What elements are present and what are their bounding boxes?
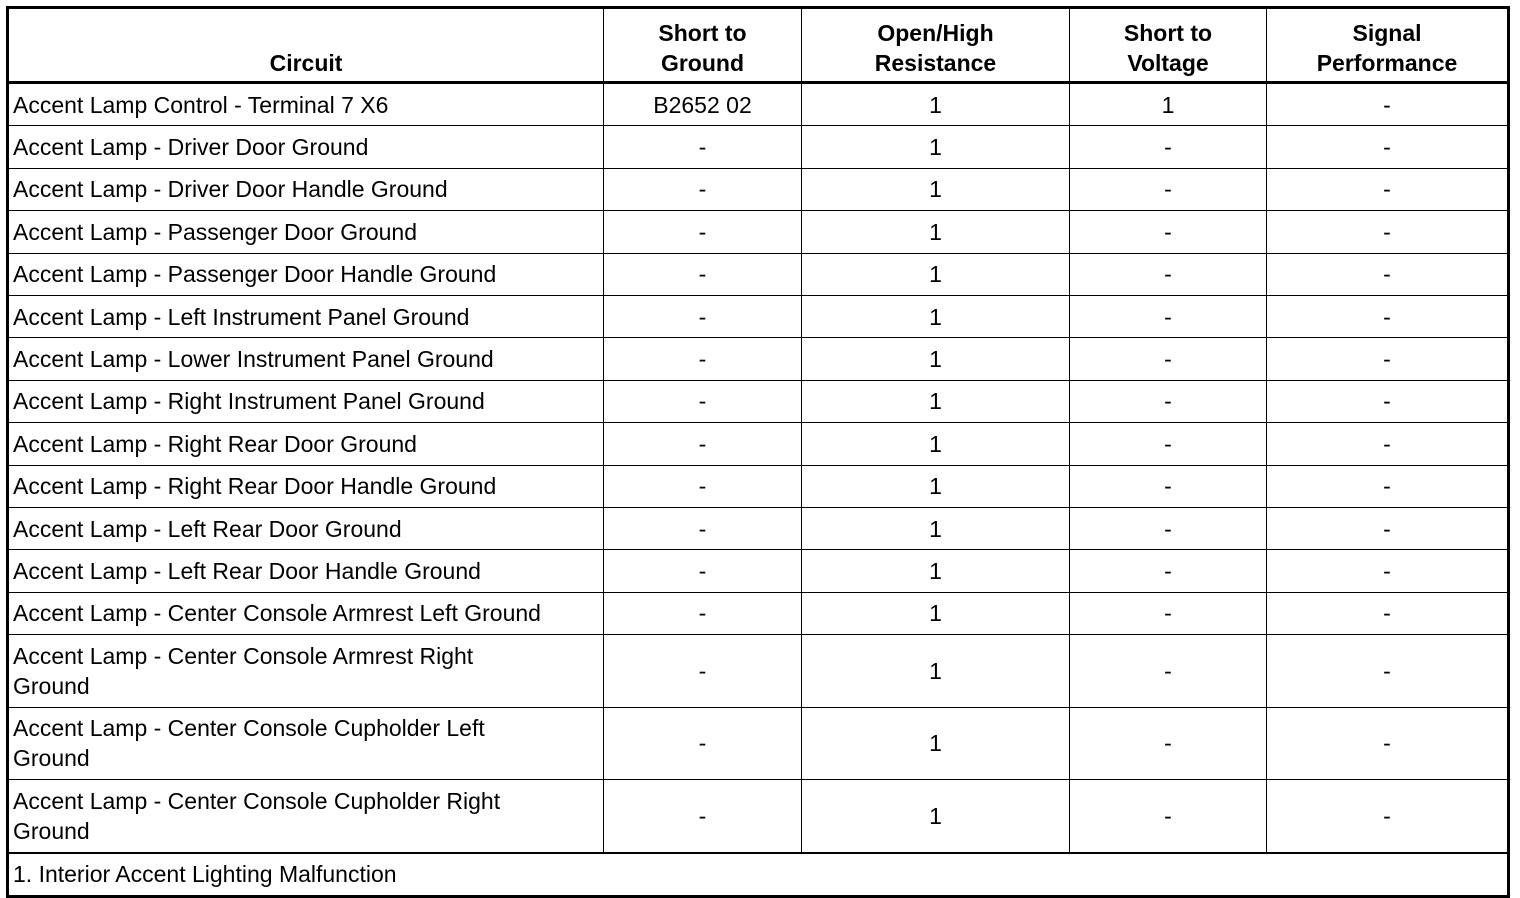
short-to-voltage-cell: - xyxy=(1070,380,1267,422)
header-circuit: Circuit xyxy=(8,8,604,83)
open-high-resistance-cell: 1 xyxy=(802,126,1070,168)
open-high-resistance-cell: 1 xyxy=(802,465,1070,507)
circuit-cell: Accent Lamp - Passenger Door Ground xyxy=(8,211,604,253)
open-high-resistance-cell: 1 xyxy=(802,423,1070,465)
signal-performance-cell: - xyxy=(1267,295,1509,337)
short-to-ground-cell: - xyxy=(604,126,802,168)
header-signal-performance-line1: Signal xyxy=(1352,20,1422,46)
table-row xyxy=(8,707,1509,780)
short-to-voltage-cell: - xyxy=(1070,507,1267,549)
signal-performance-cell: - xyxy=(1267,253,1509,295)
signal-performance-cell: - xyxy=(1267,592,1509,634)
short-to-voltage-cell: - xyxy=(1070,465,1267,507)
table-row xyxy=(8,338,1509,380)
open-high-resistance-cell: 1 xyxy=(802,380,1070,422)
signal-performance-cell: - xyxy=(1267,168,1509,210)
signal-performance-cell: - xyxy=(1267,465,1509,507)
circuit-cell: Accent Lamp - Right Rear Door Ground xyxy=(8,423,604,465)
circuit-cell-line1: Accent Lamp - Center Console Cupholder Left xyxy=(13,715,485,742)
short-to-voltage-cell: - xyxy=(1070,423,1267,465)
circuit-cell xyxy=(8,780,604,853)
circuit-cell-line2: Ground xyxy=(13,672,90,699)
short-to-voltage-cell: - xyxy=(1070,253,1267,295)
signal-performance-cell: - xyxy=(1267,707,1509,780)
open-high-resistance-cell: 1 xyxy=(802,168,1070,210)
open-high-resistance-cell: 1 xyxy=(802,83,1070,126)
circuit-cell-line2: Ground xyxy=(13,745,90,772)
short-to-ground-cell: - xyxy=(604,550,802,592)
short-to-ground-cell: - xyxy=(604,168,802,210)
short-to-ground-cell: - xyxy=(604,507,802,549)
signal-performance-cell: - xyxy=(1267,423,1509,465)
open-high-resistance-cell: 1 xyxy=(802,338,1070,380)
table-row xyxy=(8,83,1509,126)
open-high-resistance-cell: 1 xyxy=(802,295,1070,337)
circuit-cell xyxy=(8,635,604,708)
short-to-ground-cell: - xyxy=(604,338,802,380)
short-to-voltage-cell: - xyxy=(1070,295,1267,337)
open-high-resistance-cell: 1 xyxy=(802,635,1070,708)
circuit-cell-line1: Accent Lamp - Center Console Armrest Right xyxy=(13,642,474,669)
circuit-cell: Accent Lamp - Driver Door Handle Ground xyxy=(8,168,604,210)
circuit-cell: Accent Lamp - Left Instrument Panel Ground xyxy=(8,295,604,337)
circuit-cell: Accent Lamp - Left Rear Door Handle Ground xyxy=(8,550,604,592)
signal-performance-cell: - xyxy=(1267,507,1509,549)
footnote: 1. Interior Accent Lighting Malfunction xyxy=(8,853,1509,897)
open-high-resistance-cell: 1 xyxy=(802,592,1070,634)
table-row xyxy=(8,295,1509,337)
table-row xyxy=(8,168,1509,210)
circuit-cell: Accent Lamp - Center Console Armrest Left Ground xyxy=(8,592,604,634)
table-row xyxy=(8,780,1509,853)
header-open-high-resistance-line2: Resistance xyxy=(874,50,997,76)
open-high-resistance-cell: 1 xyxy=(802,780,1070,853)
short-to-voltage-cell: 1 xyxy=(1070,83,1267,126)
circuit-cell: Accent Lamp - Right Instrument Panel Ground xyxy=(8,380,604,422)
header-short-to-voltage-line1: Short to xyxy=(1123,20,1213,46)
header-open-high-resistance xyxy=(802,8,1070,83)
short-to-voltage-cell: - xyxy=(1070,635,1267,708)
header-row xyxy=(8,8,1509,83)
short-to-voltage-cell: - xyxy=(1070,550,1267,592)
short-to-ground-cell: - xyxy=(604,465,802,507)
short-to-voltage-cell: - xyxy=(1070,707,1267,780)
circuit-cell: Accent Lamp - Right Rear Door Handle Ground xyxy=(8,465,604,507)
short-to-ground-cell: - xyxy=(604,253,802,295)
table-row xyxy=(8,635,1509,708)
short-to-voltage-cell: - xyxy=(1070,780,1267,853)
footnote-row xyxy=(8,853,1509,897)
table-row xyxy=(8,126,1509,168)
short-to-ground-cell: B2652 02 xyxy=(604,83,802,126)
short-to-voltage-cell: - xyxy=(1070,211,1267,253)
table-row xyxy=(8,592,1509,634)
circuit-cell: Accent Lamp - Left Rear Door Ground xyxy=(8,507,604,549)
circuit-cell-line1: Accent Lamp - Center Console Cupholder Right xyxy=(13,787,501,814)
short-to-ground-cell: - xyxy=(604,707,802,780)
signal-performance-cell: - xyxy=(1267,550,1509,592)
short-to-ground-cell: - xyxy=(604,592,802,634)
header-signal-performance xyxy=(1267,8,1509,83)
header-short-to-ground-line2: Ground xyxy=(660,50,745,76)
circuit-cell-line2: Ground xyxy=(13,817,90,844)
circuit-cell: Accent Lamp - Passenger Door Handle Ground xyxy=(8,253,604,295)
document-page xyxy=(6,6,1510,898)
circuit-cell xyxy=(8,707,604,780)
short-to-ground-cell: - xyxy=(604,380,802,422)
short-to-ground-cell: - xyxy=(604,211,802,253)
table-row xyxy=(8,550,1509,592)
header-signal-performance-line2: Performance xyxy=(1316,50,1458,76)
header-short-to-ground-line1: Short to xyxy=(658,20,747,46)
signal-performance-cell: - xyxy=(1267,126,1509,168)
table-row xyxy=(8,380,1509,422)
open-high-resistance-cell: 1 xyxy=(802,507,1070,549)
table-header xyxy=(8,8,1509,83)
header-short-to-voltage-line2: Voltage xyxy=(1127,50,1209,76)
short-to-ground-cell: - xyxy=(604,423,802,465)
signal-performance-cell: - xyxy=(1267,211,1509,253)
signal-performance-cell: - xyxy=(1267,635,1509,708)
circuit-cell: Accent Lamp - Driver Door Ground xyxy=(8,126,604,168)
header-open-high-resistance-line1: Open/High xyxy=(877,20,994,46)
signal-performance-cell: - xyxy=(1267,780,1509,853)
signal-performance-cell: - xyxy=(1267,380,1509,422)
short-to-voltage-cell: - xyxy=(1070,126,1267,168)
short-to-voltage-cell: - xyxy=(1070,592,1267,634)
open-high-resistance-cell: 1 xyxy=(802,211,1070,253)
circuit-cell: Accent Lamp - Lower Instrument Panel Ground xyxy=(8,338,604,380)
short-to-ground-cell: - xyxy=(604,635,802,708)
short-to-ground-cell: - xyxy=(604,295,802,337)
circuit-cell: Accent Lamp Control - Terminal 7 X6 xyxy=(8,83,604,126)
header-short-to-ground xyxy=(604,8,802,83)
table-row xyxy=(8,423,1509,465)
table-body xyxy=(8,83,1509,897)
signal-performance-cell: - xyxy=(1267,338,1509,380)
open-high-resistance-cell: 1 xyxy=(802,253,1070,295)
signal-performance-cell: - xyxy=(1267,83,1509,126)
short-to-voltage-cell: - xyxy=(1070,338,1267,380)
short-to-ground-cell: - xyxy=(604,780,802,853)
table-row xyxy=(8,465,1509,507)
short-to-voltage-cell: - xyxy=(1070,168,1267,210)
open-high-resistance-cell: 1 xyxy=(802,707,1070,780)
table-row xyxy=(8,253,1509,295)
circuit-diagnostic-table xyxy=(6,6,1510,898)
table-row xyxy=(8,507,1509,549)
table-row xyxy=(8,211,1509,253)
open-high-resistance-cell: 1 xyxy=(802,550,1070,592)
header-short-to-voltage xyxy=(1070,8,1267,83)
